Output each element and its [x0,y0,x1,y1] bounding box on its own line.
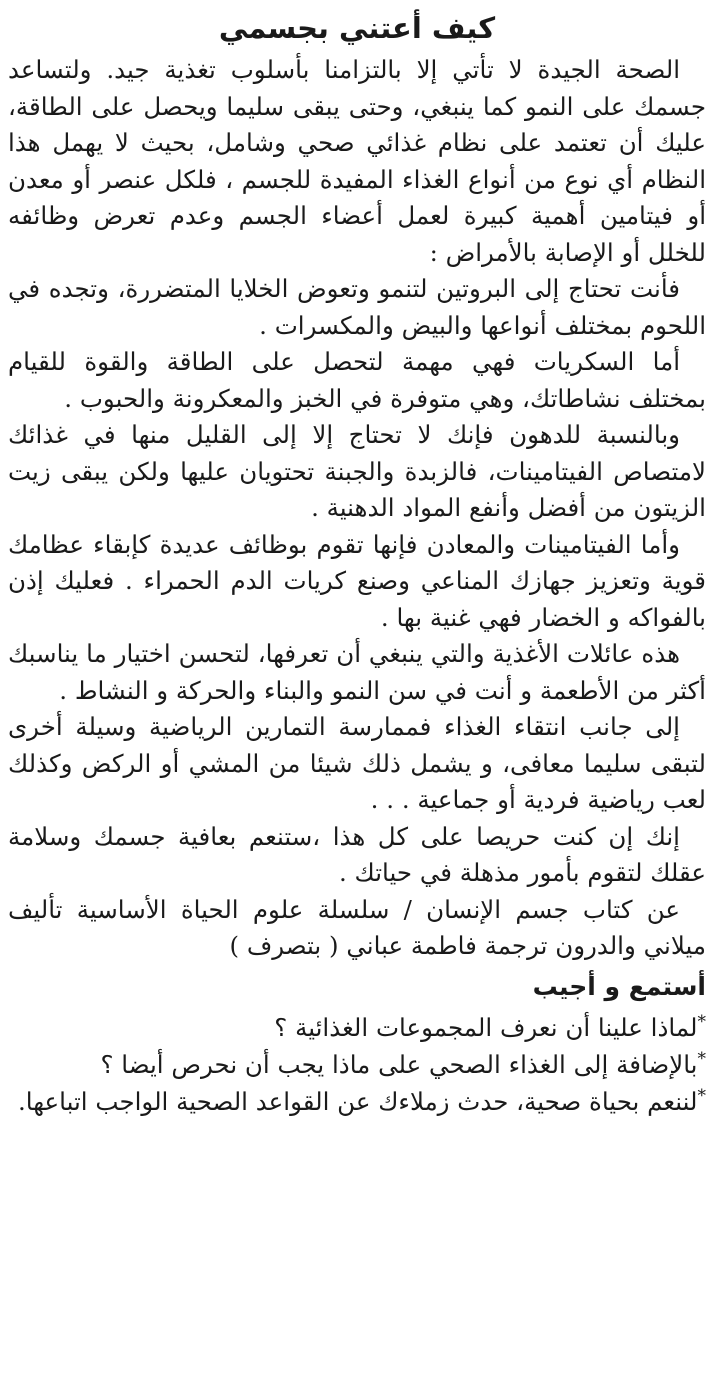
question-item [8,1046,706,1083]
paragraph-intro: الصحة الجيدة لا تأتي إلا بالتزامنا بأسلوب تغذية جيد. ولتساعد جسمك على النمو كما ينبغي، وحتى يبقى سليما ويحصل على الطاقة، عليك أن تعتمد على نظام غذائي صحي وشامل، بحيث لا يهمل هذا النظام أي نوع من أنواع الغذاء المفيدة للجسم ، فلكل عنصر أو معدن أو فيتامين أهمية كبيرة لعمل أعضاء الجسم وعدم تعرض وظائفه للخلل أو الإصابة بالأمراض : [8,55,706,267]
paragraph-conclusion: إنك إن كنت حريصا على كل هذا ،ستنعم بعافية جسمك وسلامة عقلك لتقوم بأمور مذهلة في حياتك . [8,821,706,887]
paragraph-fats: وبالنسبة للدهون فإنك لا تحتاج إلا إلى القليل منها في غذائك لامتصاص الفيتامينات، فالزبدة والجبنة تحتويان عليها ولكن يبقى زيت الزيتون من أفضل وأنفع المواد الدهنية . [8,420,706,522]
questions-list [8,1009,706,1120]
question-text: لننعم بحياة صحية، حدث زملاءك عن القواعد الصحية الواجب اتباعها. [17,1086,698,1116]
paragraph-sugars: أما السكريات فهي مهمة لتحصل على الطاقة والقوة للقيام بمختلف نشاطاتك، وهي متوفرة في الخبز والمعكرونة والحبوب . [8,347,706,413]
source-citation: عن كتاب جسم الإنسان / سلسلة علوم الحياة الأساسية تأليف ميلاني والدرون ترجمة فاطمة عباني ( بتصرف ) [8,894,706,960]
question-item [8,1083,706,1120]
paragraph-proteins: فأنت تحتاج إلى البروتين لتنمو وتعوض الخلايا المتضررة، وتجده في اللحوم بمختلف أنواعها والبيض والمكسرات . [8,274,706,340]
reading-text [8,52,706,965]
document-title: كيف أعتني بجسمي [218,11,496,45]
paragraph-food-families: هذه عائلات الأغذية والتي ينبغي أن تعرفها، لتحسن اختيار ما يناسبك أكثر من الأطعمة و أنت في سن النمو والبناء والحركة و النشاط . [8,639,706,705]
questions-heading: أستمع و أجيب [532,971,706,1001]
star-icon: * [697,1048,706,1069]
question-text: بالإضافة إلى الغذاء الصحي على ماذا يجب أن نحرص أيضا ؟ [100,1049,698,1079]
paragraph-exercise: إلى جانب انتقاء الغذاء فممارسة التمارين الرياضية وسيلة أخرى لتبقى سليما معافى، و يشمل ذلك شيئا من المشي أو الركض وكذلك لعب رياضية فردية أو جماعية . . . [8,712,706,814]
question-text: لماذا علينا أن نعرف المجموعات الغذائية ؟ [274,1012,698,1042]
paragraph-vitamins: وأما الفيتامينات والمعادن فإنها تقوم بوظائف عديدة كإبقاء عظامك قوية وتعزيز جهازك المناعي وصنع كريات الدم الحمراء . فعليك إذن بالفواكه و الخضار فهي غنية بها . [8,529,706,632]
question-item [8,1009,706,1046]
star-icon: * [697,1085,706,1106]
star-icon: * [697,1011,706,1032]
